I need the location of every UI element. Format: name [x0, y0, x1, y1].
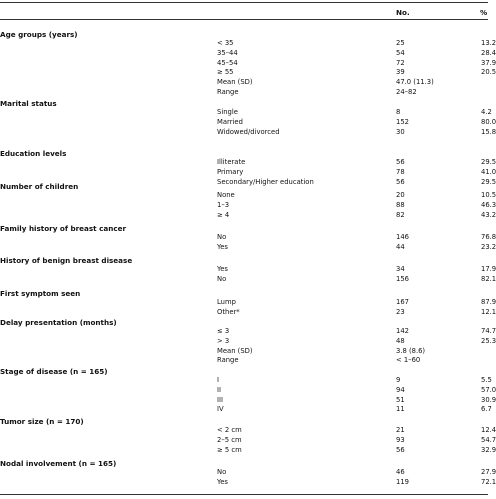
row-percent: 20.5 [481, 68, 496, 77]
row-label: 2–5 cm [217, 435, 242, 444]
row-label: Yes [217, 242, 228, 251]
section-title: Delay presentation (months) [0, 318, 117, 327]
row-count: 119 [396, 477, 409, 486]
row-label: Range [217, 88, 239, 96]
row-label: Illiterate [217, 158, 246, 166]
row-count: 20 [396, 191, 405, 199]
row-percent: 17.9 [481, 265, 496, 273]
row-percent: 25.3 [481, 336, 496, 345]
row-label: Other* [217, 307, 240, 316]
header-no: No. [396, 8, 410, 17]
row-label: Primary [217, 167, 244, 176]
section-title: Nodal involvement (n = 165) [0, 459, 117, 468]
section-title: Marital status [0, 99, 57, 108]
row-count: 88 [396, 200, 405, 209]
row-count: 82 [396, 210, 405, 219]
row-count: 94 [396, 385, 405, 394]
row-percent: 76.8 [481, 233, 496, 241]
row-label: ≥ 4 [217, 210, 230, 219]
row-percent: 13.2 [481, 39, 496, 47]
row-percent: 4.2 [481, 108, 492, 116]
row-count: 152 [396, 117, 409, 126]
header-rule [0, 19, 488, 20]
row-percent: 23.2 [481, 242, 496, 251]
row-count: 167 [396, 298, 409, 306]
bottom-rule [0, 494, 488, 495]
section-title: Age groups (years) [0, 30, 78, 39]
section-title: Family history of breast cancer [0, 224, 127, 233]
top-rule [0, 2, 488, 3]
row-percent: 74.7 [481, 327, 496, 335]
section-title: Stage of disease (n = 165) [0, 367, 108, 376]
row-label: No [217, 233, 227, 241]
section-title: History of benign breast disease [0, 256, 133, 265]
row-percent: 57.0 [481, 385, 496, 394]
row-label: Yes [217, 477, 228, 486]
row-count: 72 [396, 58, 405, 67]
row-count: 54 [396, 48, 405, 57]
row-percent: 12.1 [481, 307, 496, 316]
row-label: Range [217, 356, 239, 365]
row-label: No [217, 274, 227, 283]
row-percent: 37.9 [481, 58, 496, 67]
row-label: ≥ 55 [217, 68, 234, 77]
row-percent: 46.3 [481, 200, 496, 209]
row-percent: 15.8 [481, 127, 496, 136]
row-percent: 82.1 [481, 274, 496, 283]
row-percent: 32.9 [481, 445, 496, 454]
row-label: < 35 [217, 39, 234, 47]
row-count: < 1–60 [396, 356, 421, 365]
row-count: 44 [396, 242, 405, 251]
row-label: Widowed/divorced [217, 127, 280, 136]
row-label: 1–3 [217, 200, 230, 209]
row-count: 24–82 [396, 88, 417, 96]
row-percent: 80.0 [481, 117, 496, 126]
row-label: Married [217, 117, 243, 126]
row-count: 11 [396, 405, 405, 414]
row-label: ≥ 5 cm [217, 445, 242, 454]
row-label: Lump [217, 298, 236, 306]
row-percent: 10.5 [481, 191, 496, 199]
row-label: 45–54 [217, 58, 238, 67]
row-count: 3.8 (8.6) [396, 346, 426, 355]
header-pct: % [480, 8, 488, 17]
row-percent: 5.5 [481, 376, 492, 384]
row-label: III [217, 395, 224, 404]
row-count: 23 [396, 307, 405, 316]
row-label: Mean (SD) [217, 78, 253, 87]
row-count: 25 [396, 39, 405, 47]
row-label: Secondary/Higher education [217, 177, 314, 186]
section-title: Education levels [0, 149, 67, 158]
row-percent: 29.5 [481, 158, 496, 166]
row-label: None [217, 191, 235, 199]
row-label: IV [217, 405, 224, 414]
row-count: 156 [396, 274, 409, 283]
row-count: 146 [396, 233, 409, 241]
row-percent: 41.0 [481, 167, 496, 176]
section-title: Tumor size (n = 170) [0, 417, 84, 426]
row-percent: 54.7 [481, 435, 496, 444]
row-count: 56 [396, 177, 405, 186]
row-count: 30 [396, 127, 405, 136]
row-label: No [217, 468, 227, 476]
row-count: 34 [396, 265, 405, 273]
row-percent: 29.5 [481, 177, 496, 186]
row-count: 56 [396, 445, 405, 454]
row-label: < 2 cm [217, 426, 242, 434]
row-percent: 72.1 [481, 477, 496, 486]
row-percent: 87.9 [481, 298, 496, 306]
row-count: 47.0 (11.3) [396, 78, 434, 87]
row-label: > 3 [217, 336, 230, 345]
row-label: II [217, 385, 222, 394]
row-count: 78 [396, 167, 405, 176]
row-label: Yes [217, 265, 228, 273]
row-count: 93 [396, 435, 405, 444]
row-count: 51 [396, 395, 405, 404]
row-count: 8 [396, 108, 401, 116]
row-label: I [217, 376, 220, 384]
row-label: 35–44 [217, 48, 238, 57]
row-percent: 12.4 [481, 426, 496, 434]
row-label: Mean (SD) [217, 346, 253, 355]
row-label: Single [217, 108, 238, 116]
row-count: 9 [396, 376, 401, 384]
row-percent: 30.9 [481, 395, 496, 404]
row-count: 48 [396, 336, 405, 345]
row-percent: 27.9 [481, 468, 496, 476]
row-label: ≤ 3 [217, 327, 230, 335]
row-percent: 6.7 [481, 405, 492, 414]
section-title: Number of children [0, 182, 79, 191]
row-count: 21 [396, 426, 405, 434]
row-count: 39 [396, 68, 405, 77]
row-percent: 43.2 [481, 210, 496, 219]
row-count: 56 [396, 158, 405, 166]
row-count: 46 [396, 468, 405, 476]
section-title: First symptom seen [0, 289, 81, 298]
row-percent: 28.4 [481, 48, 496, 57]
row-count: 142 [396, 327, 409, 335]
